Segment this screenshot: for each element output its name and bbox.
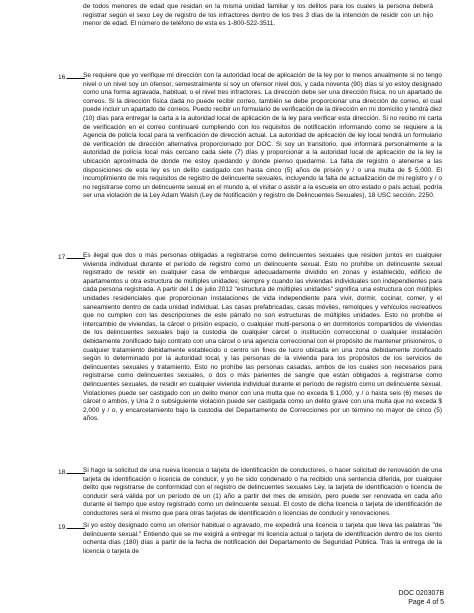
initial-blank[interactable]	[67, 467, 85, 474]
item-text: Si yo estoy designado como un ofensor habitual o agravado, me expedirá una licencia o tarjeta que lleva las palabras "de delincuente sexual." Entiendo que se me exigirá a entregar mi licencia actual o tarjeta de identificación dentro de los ciento ochenta días (180) días a partir de la fecha de notificación del Departamento de Seguridad Pública. Tras la entrega de la licencia o tarjeta de	[83, 522, 442, 555]
list-item-16	[58, 72, 442, 201]
initial-blank[interactable]	[67, 72, 85, 79]
item-number: 16.	[58, 72, 85, 83]
initial-blank[interactable]	[67, 522, 85, 529]
item-text: Se requiere que yo verifique mi dirección con la autoridad local de aplicación de la ley por lo menos anualmente si no tengo nivel o un nivel soy un ofensor, semestralmente si soy un ofensor nivel dos, y cada noventa (90) días si yo estoy designado como una forma agravada, habitual, o el nivel tres infractores. La dirección debe ser una dirección física, no un apartado de correos. Si la dirección física dada no puede recibir correo, también se debe proporcionar una dirección de correo, el cual puede incluir un apartado de correos. Puedo recibir un formulario de verificación de la dirección en mi domicilio y tendrá diez (10) días para entregar la carta a la autoridad local de aplicación de la ley para verificar esta dirección. Si no recibo mi carta de verificación en el correo continuaré cumpliendo con los requisitos de notificación informando como se requiere a la Agencia de policía local para la verificación de dirección actual. La autoridad de aplicación de ley local tendrá un formulario de verificación de dirección alternativa proporcionado por DOC. Si soy un transitorio, que informará personalmente a la autoridad de policía local más cercano cada siete (7) días y proporcionar a la autoridad local de aplicación de la ley la ubicación aproximada de donde me estoy quedando y donde pienso quedarme. La falta de registro o atenerse a las disposiciones de esta ley es un delito castigado con hasta cinco (5) años de prisión y / o una multa de $ 5,000. El incumplimiento de mis requisitos de registro de delincuente sexuales, incluyendo la falta de actualización de mi registro y / o no registrarse como un delincuente sexual en el mundo a, el visitar o asistir a la escuela en otro estado o país actual, podría ser una violación de la Ley Adam Walsh (Ley de Notificación y registro de Delincuentes Sexuales), 18 USC sección. 2250.	[83, 72, 442, 200]
list-item-17	[58, 252, 442, 424]
page-footer	[398, 589, 444, 607]
item-number: 19.	[58, 522, 85, 533]
item-text: Es ilegal que dos o más personas obligadas a registrarse como delincuentes sexuales que residen juntos en cualquier vivienda individual durante el período de registro como un delincuente sexual. Esto no prohíbe un delincuente sexual registrado de residir en cualquier casa de embarque adecuadamente dividido en zonas y establecido, edificio de apartamentos u otra estructura de múltiples unidades; siempre y cuando las viviendas individuales son independientes para cada persona registrada. A partir del 1 de julio 2012 "estructura de múltiples unidades" significa una estructura con múltiples unidades residenciales que proporcionan instalaciones de vida independiente para vivir, dormir, cocinar, comer, y el saneamiento dentro de cada unidad individual. Las casas prefabricadas, casas móviles, remolques y vehículos recreativos que no cumplen con las descripciones de este párrafo no son estructuras de múltiples unidades. Esto no prohíbe el intercambio de viviendas, la cárcel o prisión espacio, o cualquier multi-persona o en dormitorios compartidos de viviendas de los delincuentes sexuales bajo la custodia de cualquier cárcel o institución correccional o cualquier instalación debidamente zonificado bajo contrato con una cárcel o una agencia correccional con el propósito de mantener prisioneros, o cualquier tratamiento debidamente establecido o centro sin fines de lucro ubicada en una zona debidamente zonificado según lo determinado por la autoridad local, y las personas de la vivienda para los propósitos de los servicios de delincuentes sexuales y tratamiento. Esto no prohíbe las personas casadas, ambos de los cuales son necesarios para registrarse como delincuentes sexuales, o dos o más parientes de sangre que están obligados a registrarse como delincuentes sexuales, de residir en cualquier vivienda individual durante el período de registro como un delincuente sexual. Violaciones puede ser castigado con un delito menor con una multa que no exceda $ 1,000, y / o hasta seis (6) meses de cárcel o ambos, y Una 2 o subsiguiente violación puede ser castigada como un delito grave con una multa que no exceda $ 2,000 y / o, y encarcelamiento bajo la custodia del Departamento de Correcciones por un término no mayor de cinco (5) años.	[83, 252, 442, 423]
initial-blank[interactable]	[67, 252, 85, 259]
item-text: Si hago la solicitud de una nueva licencia o tarjeta de identificación de conductores, o hacer solicitud de renovación de una tarjeta de identificación o licencia de conducir, y yo he sido condenado o ha recibido una sentencia diferida, por cualquier delito que registrarse de conformidad con el registro de delincuentes sexuales Ley, la tarjeta de identificación o licencia de conducir será válida por un período de un (1) año a partir del mes de emisión, pero puede ser renovada en cada año durante el tiempo que estoy registrado como un delincuente sexual. El costo de dicha licencia o tarjeta de identificación de conductores será el mismo que para otras tarjetas de identificación o licencias de conducir y renovaciones.	[83, 467, 442, 517]
intro-paragraph: de todos menores de edad que residan en la misma unidad familiar y los delitos para los cuales la persona deberá registrar según el sexo Ley de registro de los infractores dentro de los tres 3 días de la intención de residir con un hijo menor de edad. El número de teléfono de esta es 1-800-522-3511.	[83, 3, 433, 28]
page-number: Page 4 of 5	[408, 599, 444, 606]
list-item-19	[58, 522, 442, 556]
list-item-18	[58, 467, 442, 519]
form-id: DOC 020307B	[398, 590, 444, 597]
item-number: 17.	[58, 252, 85, 263]
item-number: 18.	[58, 467, 85, 478]
